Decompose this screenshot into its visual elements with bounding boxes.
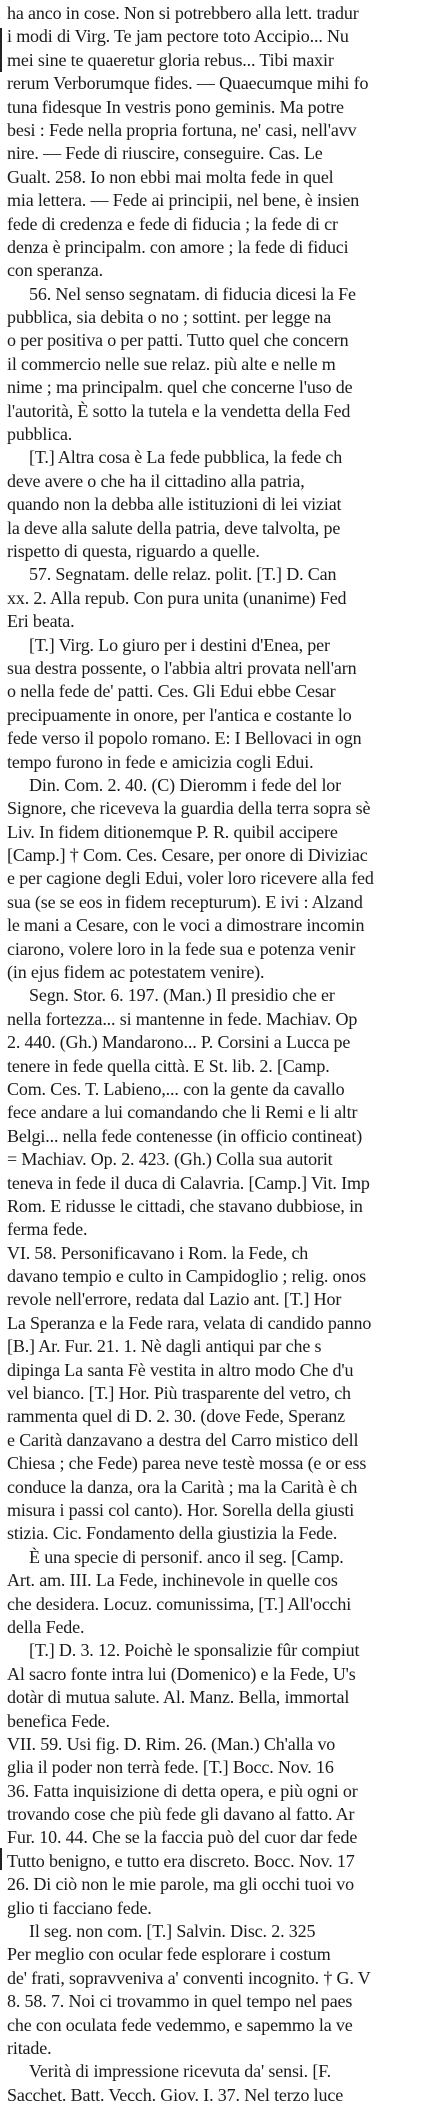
text-line: Il seg. non com. [T.] Salvin. Disc. 2. 325 <box>29 1921 316 1942</box>
text-line: [B.] Ar. Fur. 21. 1. Nè dagli antiqui par che s <box>7 1336 322 1357</box>
text-line: rispetto di questa, riguardo a quelle. <box>7 540 260 561</box>
text-line: nella fortezza... si mantenne in fede. Machiav. Op <box>7 1008 358 1029</box>
text-line: besi : Fede nella propria fortuna, ne' casi, nell'avv <box>7 119 357 140</box>
text-line: Per meglio con ocular fede esplorare i costum <box>7 1944 331 1965</box>
text-line: le mani a Cesare, con le voci a dimostrare incomin <box>7 915 365 936</box>
text-line: Tutto benigno, e tutto era discreto. Bocc. Nov. 17 <box>7 1850 355 1871</box>
text-line: che desidera. Locuz. comunissima, [T.] All'occhi <box>7 1593 352 1614</box>
text-line: È una specie di personif. anco il seg. [Camp. <box>29 1546 344 1567</box>
text-line: Sacchet. Batt. Vecch. Giov. I. 37. Nel terzo luce <box>7 2084 344 2105</box>
text-line: denza è principalm. con amore ; la fede di fiduci <box>7 236 349 257</box>
text-line: della Fede. <box>7 1616 85 1637</box>
text-line: sua (se se eos in fidem recepturum). E ivi : Alzand <box>7 891 363 912</box>
text-line: fede di credenza e fede di fiducia ; la fede di cr <box>7 213 338 234</box>
text-line: Segn. Stor. 6. 197. (Man.) Il presidio che er <box>29 985 335 1006</box>
text-line: precipuamente in onore, per l'antica e costante lo <box>7 704 352 725</box>
text-line: Com. Ces. T. Labieno,... con la gente da cavallo <box>7 1078 345 1099</box>
text-line: dotàr di mutua salute. Al. Manz. Bella, immortal <box>7 1687 350 1708</box>
dictionary-page-column <box>0 2 443 2107</box>
text-line: quando non la debba alle istituzioni di lei viziat <box>7 494 342 515</box>
text-line: revole nell'errore, redata dal Lazio ant. [T.] Hor <box>7 1289 342 1310</box>
text-line: glia il poder non terrà fede. [T.] Bocc. Nov. 16 <box>7 1757 334 1778</box>
text-line: conduce la danza, ora la Carità ; ma la Carità è ch <box>7 1476 358 1497</box>
text-line: e per cagione degli Edui, voler loro ricevere alla fed <box>7 868 374 889</box>
text-line: e Carità danzavano a destra del Carro mistico dell <box>7 1429 359 1450</box>
text-line: o per positiva o per patti. Tutto quel che concern <box>7 330 349 351</box>
text-line: misura i passi col canto). Hor. Sorella della giusti <box>7 1500 355 1520</box>
text-line: Gualt. 258. Io non ebbi mai molta fede in quel <box>7 166 334 187</box>
text-line: nire. — Fede di riuscire, conseguire. Cas. Le <box>7 143 323 164</box>
text-line: Eri beata. <box>7 611 75 632</box>
text-line: teneva in fede il duca di Calavria. [Camp.] Vit. Imp <box>7 1172 370 1193</box>
text-line: Al sacro fonte intra lui (Domenico) e la Fede, U's <box>7 1663 356 1684</box>
text-line: 8. 58. 7. Noi ci trovammo in quel tempo nel paes <box>7 1991 353 2012</box>
text-line: Rom. E ridusse le cittadi, che stavano dubbiose, in <box>7 1195 363 1216</box>
text-line: Art. am. III. La Fede, inchinevole in quelle cos <box>7 1570 338 1591</box>
text-line: trovando cose che più fede gli davano al fatto. Ar <box>7 1804 355 1825</box>
text-line: l'autorità, È sotto la tutela e la vendetta della Fed <box>7 400 351 421</box>
text-line: ritade. <box>7 2037 52 2058</box>
text-line: pubblica. <box>7 424 73 445</box>
text-line: tempo furono in fede e amicizia cogli Edui. <box>7 751 314 772</box>
text-line: o nella fede de' patti. Ces. Gli Edui ebbe Cesar <box>7 681 336 702</box>
text-line: ha anco in cose. Non si potrebbero alla lett. tradur <box>7 3 359 23</box>
text-line: (in ejus fidem ac potestatem venire). <box>7 962 265 983</box>
text-line: il commercio nelle sue relaz. più alte e nelle m <box>7 353 336 374</box>
text-line: xx. 2. Alla repub. Con pura unita (unanime) Fed <box>7 587 347 608</box>
text-line: La Speranza e la Fede rara, velata di candido panno <box>7 1312 372 1333</box>
text-line: 57. Segnatam. delle relaz. polit. [T.] D. Can <box>29 564 337 585</box>
text-line: Verità di impressione ricevuta da' sensi. [F. <box>29 2061 331 2082</box>
text-line: Din. Com. 2. 40. (C) Dieromm i fede del lor <box>29 774 341 795</box>
text-line: tuna fidesque In vestris pono geminis. Ma potre <box>7 96 344 117</box>
text-line: Liv. In fidem ditionemque P. R. quibil accipere <box>7 821 338 842</box>
text-line: rammenta quel di D. 2. 30. (dove Fede, Speranz <box>7 1406 346 1427</box>
text-line: ciarono, volere loro in la fede sua e potenza venir <box>7 938 356 959</box>
text-line: davano tempio e culto in Campidoglio ; relig. onos <box>7 1266 366 1287</box>
text-line: nime ; ma principalm. quel che concerne l'uso de <box>7 377 353 398</box>
text-line: Signore, che riceveva la guardia della terra sopra sè <box>7 798 371 819</box>
text-line: Belgi... nella fede contenesse (in officio contineat) <box>7 1125 363 1146</box>
text-line: 56. Nel senso segnatam. di fiducia dicesi la Fe <box>29 283 356 304</box>
text-line: stizia. Cic. Fondamento della giustizia la Fede. <box>7 1523 338 1544</box>
text-line: 36. Fatta inquisizione di detta opera, e più ogni or <box>7 1780 358 1801</box>
left-margin-bracket <box>0 28 2 72</box>
text-line: con speranza. <box>7 260 103 281</box>
text-line: [Camp.] † Com. Ces. Cesare, per onore di Diviziac <box>7 845 368 866</box>
text-line: glio ti facciano fede. <box>7 1897 152 1918</box>
text-line: che con oculata fede vedemmo, e sapemmo la ve <box>7 2014 353 2035</box>
text-line: pubblica, sia debita o no ; sottint. per legge na <box>7 307 332 328</box>
text-line: rerum Verborumque fides. — Quaecumque mihi fo <box>7 73 369 94</box>
left-margin-bracket-2 <box>0 1848 2 1870</box>
text-line: Fur. 10. 44. Che se la faccia può del cuor dar fede <box>7 1827 358 1848</box>
text-line: 2. 440. (Gh.) Mandarono... P. Corsini a Lucca pe <box>7 1032 351 1053</box>
text-line: benefica Fede. <box>7 1710 110 1731</box>
text-line: VII. 59. Usi fig. D. Rim. 26. (Man.) Ch'alla vo <box>7 1733 336 1754</box>
text-line: = Machiav. Op. 2. 423. (Gh.) Colla sua autorit <box>7 1149 333 1170</box>
text-line: dipinga La santa Fè vestita in altro modo Che d'u <box>7 1359 354 1380</box>
text-line: i modi di Virg. Te jam pectore toto Accipio... Nu <box>7 26 349 47</box>
text-line: tenere in fede quella città. E St. lib. 2. [Camp. <box>7 1055 330 1076</box>
text-line: mei sine te quaeretur gloria rebus... Tibi maxir <box>7 49 334 70</box>
text-line: ferma fede. <box>7 1219 88 1240</box>
text-line: de' frati, sopravveniva a' conventi incognito. † G. V <box>7 1967 371 1988</box>
text-line: VI. 58. Personificavano i Rom. la Fede, ch <box>7 1242 309 1263</box>
text-line: vel bianco. [T.] Hor. Più trasparente del vetro, ch <box>7 1383 351 1404</box>
text-line: [T.] Virg. Lo giuro per i destini d'Enea, per <box>29 634 330 655</box>
text-line: sua destra possente, o l'abbia altri provata nell'arn <box>7 657 357 678</box>
text-line: [T.] D. 3. 12. Poichè le sponsalizie fûr compiut <box>29 1640 360 1661</box>
text-line: 26. Di ciò non le mie parole, ma gli occhi tuoi vo <box>7 1874 354 1895</box>
text-line: deve avere o che ha il cittadino alla patria, <box>7 470 305 491</box>
text-line: Chiesa ; che Fede) parea neve testè mossa (e or ess <box>7 1453 367 1474</box>
text-line: fede verso il popolo romano. E: I Bellovaci in ogn <box>7 728 362 749</box>
text-line: la deve alla salute della patria, deve talvolta, pe <box>7 517 341 538</box>
text-line: fece andare a lui comandando che li Remi e li altr <box>7 1102 358 1123</box>
text-line: [T.] Altra cosa è La fede pubblica, la fede ch <box>29 447 343 468</box>
text-line: mia lettera. — Fede ai principii, nel bene, è insien <box>7 190 360 211</box>
